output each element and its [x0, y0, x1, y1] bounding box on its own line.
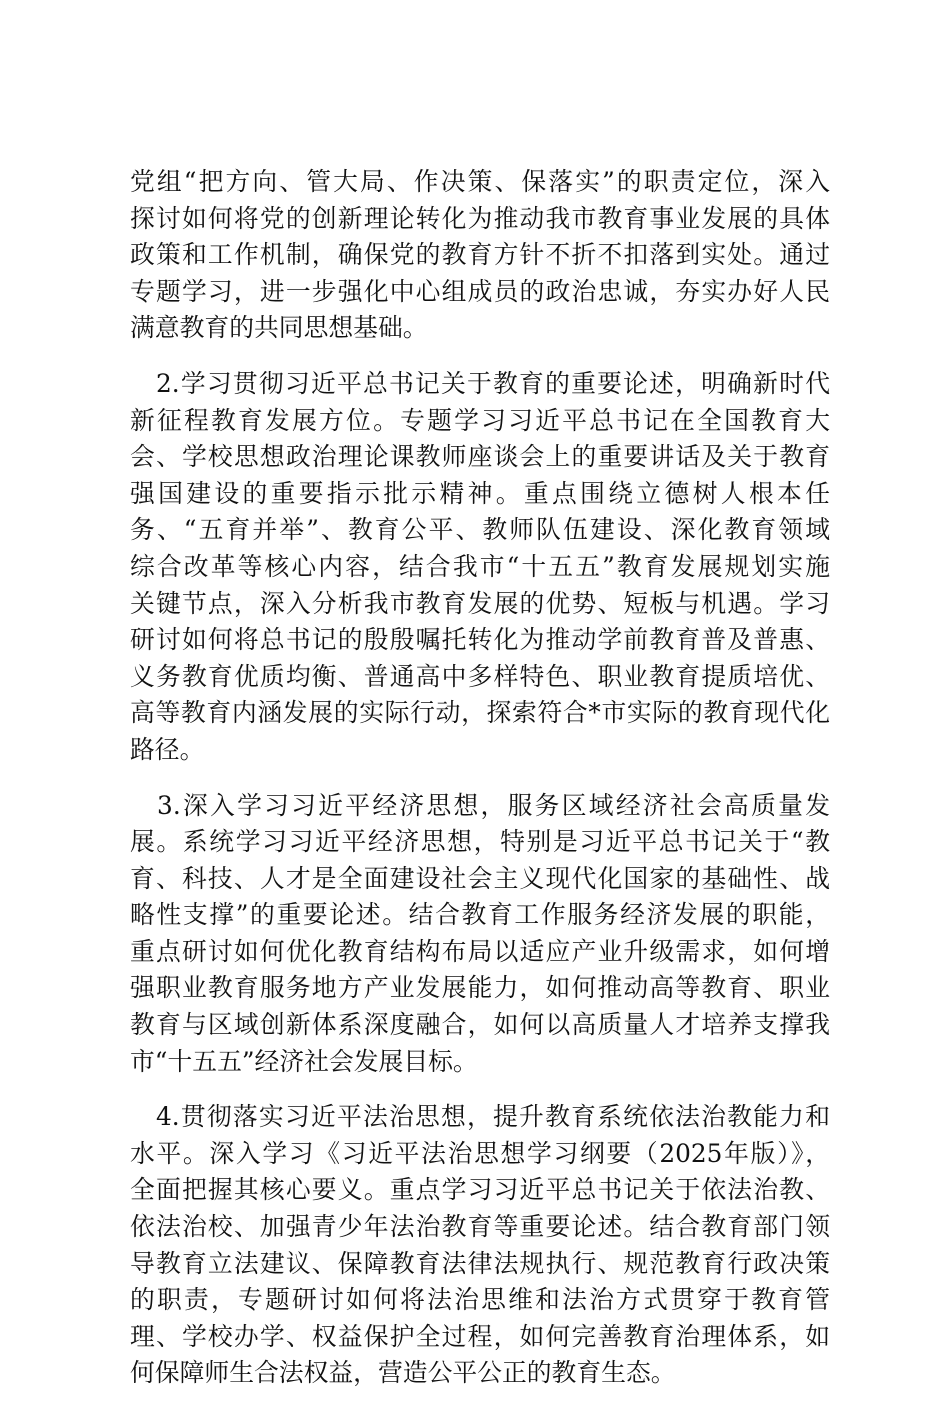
text-line: 重点研讨如何优化教育结构布局以适应产业升级需求，如何增 — [130, 936, 830, 966]
paragraph-item-3-economy — [130, 788, 830, 1081]
text-line: 探讨如何将党的创新理论转化为推动我市教育事业发展的具体 — [130, 203, 830, 233]
text-line: 育、科技、人才是全面建设社会主义现代化国家的基础性、战 — [130, 863, 830, 893]
text-line: 水平。深入学习《习近平法治思想学习纲要（2025年版）》， — [130, 1138, 830, 1168]
text-line: 依法治校、加强青少年法治教育等重要论述。结合教育部门领 — [130, 1212, 830, 1242]
paragraph-item-4-rule-of-law — [130, 1099, 830, 1392]
text-line: 党组“把方向、管大局、作决策、保落实”的职责定位，深入 — [130, 167, 830, 196]
text-line: 新征程教育发展方位。专题学习习近平总书记在全国教育大 — [130, 405, 830, 435]
text-line: 4.贯彻落实习近平法治思想，提升教育系统依法治教能力和 — [130, 1102, 830, 1132]
document-body — [130, 164, 830, 1411]
text-line: 略性支撑”的重要论述。结合教育工作服务经济发展的职能， — [130, 900, 830, 930]
text-line: 综合改革等核心内容，结合我市“十五五”教育发展规划实施 — [130, 551, 830, 581]
text-line: 3.深入学习习近平经济思想，服务区域经济社会高质量发 — [130, 790, 830, 820]
text-line: 2.学习贯彻习近平总书记关于教育的重要论述，明确新时代 — [130, 368, 830, 398]
paragraph-duty-positioning — [130, 164, 830, 347]
text-line: 务、“五育并举”、教育公平、教师队伍建设、深化教育领域 — [130, 515, 830, 545]
text-line: 高等教育内涵发展的实际行动，探索符合*市实际的教育现代化 — [130, 698, 830, 728]
text-line: 会、学校思想政治理论课教师座谈会上的重要讲话及关于教育 — [130, 442, 830, 472]
text-line: 何保障师生合法权益，营造公平公正的教育生态。 — [130, 1358, 676, 1388]
text-line: 义务教育优质均衡、普通高中多样特色、职业教育提质培优、 — [130, 661, 830, 691]
text-line: 导教育立法建议、保障教育法律法规执行、规范教育行政决策 — [130, 1248, 830, 1278]
text-line: 的职责，专题研讨如何将法治思维和法治方式贯穿于教育管 — [130, 1285, 830, 1315]
text-line: 政策和工作机制，确保党的教育方针不折不扣落到实处。通过 — [130, 240, 830, 270]
text-line: 专题学习，进一步强化中心组成员的政治忠诚，夯实办好人民 — [130, 276, 830, 306]
text-line: 强国建设的重要指示批示精神。重点围绕立德树人根本任 — [130, 478, 830, 508]
text-line: 展。系统学习习近平经济思想，特别是习近平总书记关于“教 — [130, 827, 830, 857]
text-line: 教育与区域创新体系深度融合，如何以高质量人才培养支撑我 — [130, 1010, 830, 1040]
text-line: 满意教育的共同思想基础。 — [130, 313, 428, 343]
text-line: 研讨如何将总书记的殷殷嘱托转化为推动学前教育普及普惠、 — [130, 625, 830, 655]
paragraph-item-2-education — [130, 366, 830, 769]
text-line: 强职业教育服务地方产业发展能力，如何推动高等教育、职业 — [130, 973, 830, 1003]
text-line: 市“十五五”经济社会发展目标。 — [130, 1046, 478, 1076]
text-line: 理、学校办学、权益保护全过程，如何完善教育治理体系，如 — [130, 1321, 830, 1351]
text-line: 路径。 — [130, 734, 205, 764]
text-line: 关键节点，深入分析我市教育发展的优势、短板与机遇。学习 — [130, 588, 830, 618]
text-line: 全面把握其核心要义。重点学习习近平总书记关于依法治教、 — [130, 1175, 830, 1205]
